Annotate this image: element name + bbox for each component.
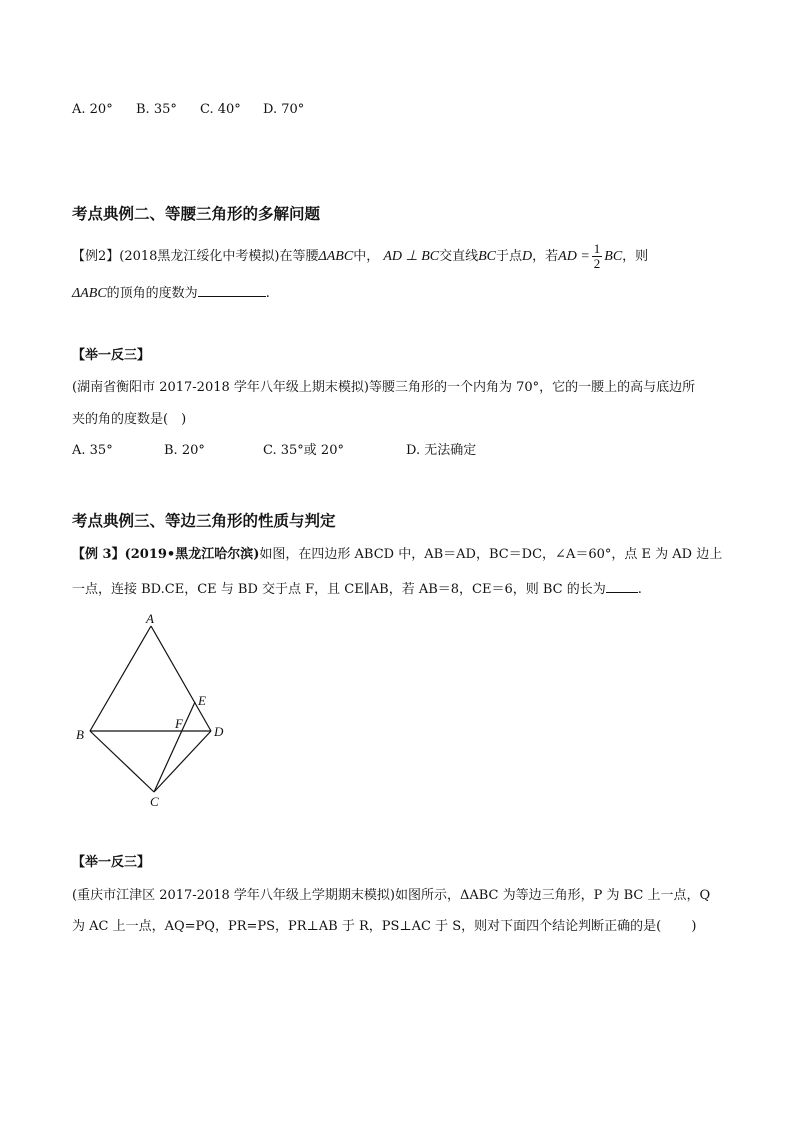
label-b: B (76, 727, 84, 742)
label-a: A (146, 611, 154, 626)
practice1-line2: 夹的角的度数是( ) (72, 412, 187, 427)
example2-text: 的顶角的度数为 (106, 286, 198, 301)
example3-tag: 【例 3】 (72, 547, 125, 562)
option-c: C. 35°或 20° (263, 443, 344, 458)
option-b: B. 35° (136, 102, 177, 117)
example3-line1 (72, 545, 722, 565)
segment-bc: BC (604, 249, 623, 264)
option-b: B. 20° (164, 443, 205, 458)
segment-dc (154, 731, 211, 792)
example2-text: 在等腰 (279, 249, 319, 264)
example2-line1 (72, 242, 648, 271)
example2-text: 中， (353, 249, 380, 264)
answer-blank (198, 283, 266, 297)
segment-bc (90, 731, 154, 792)
option-a: A. 20° (72, 102, 113, 117)
example2-text: ，若 (532, 249, 559, 264)
label-e: E (198, 693, 206, 708)
practice-tag: 【举一反三】 (72, 348, 151, 363)
example2-source: (2018黑龙江绥化中考模拟) (119, 249, 280, 264)
example2-text: 交直线 (439, 249, 479, 264)
quadrilateral-figure (70, 608, 240, 813)
segment-bc: BC (478, 249, 497, 264)
section3-heading: 考点典例三、等边三角形的性质与判定 (72, 511, 336, 530)
triangle-abc: ΔABC (72, 286, 107, 301)
fraction-denominator: 2 (593, 256, 601, 271)
example3-text: . (637, 582, 642, 597)
label-d: D (214, 724, 224, 739)
practice1-line1: (湖南省衡阳市 2017-2018 学年八年级上期末模拟)等腰三角形的一个内角为 70°，它的一腰上的高与底边所 (72, 380, 696, 395)
point-d: D (522, 249, 533, 264)
ad-equals: AD = (558, 249, 590, 264)
segment-ab (90, 626, 151, 731)
example2-line2 (72, 283, 270, 304)
fraction-numerator: 1 (593, 241, 601, 256)
example3-text: 如图，在四边形 ABCD 中，AB＝AD，BC＝DC，∠A＝60°，点 E 为 AD 边上 (259, 547, 723, 562)
practice2-line2: 为 AC 上一点，AQ=PQ，PR=PS，PR⊥AB 于 R，PS⊥AC 于 S，则对下面四个结论判断正确的是( ) (72, 919, 697, 934)
option-d: D. 70° (263, 102, 305, 117)
example3-source: (2019•黑龙江哈尔滨) (124, 547, 260, 562)
example3-text: 一点，连接 BD.CE，CE 与 BD 交于点 F，且 CE∥AB，若 AB＝8，CE＝6，则 BC 的长为 (72, 582, 606, 597)
example3-line2 (72, 579, 642, 600)
option-d: D. 无法确定 (406, 443, 477, 458)
example2-text: ，则 (622, 249, 649, 264)
example2-tag: 【例2】 (72, 249, 120, 264)
label-c: C (150, 794, 159, 809)
answer-blank (606, 579, 638, 593)
fraction-one-half (592, 242, 603, 271)
perp-condition: AD ⊥ BC (383, 249, 440, 264)
practice-tag: 【举一反三】 (72, 855, 151, 870)
label-f: F (175, 716, 183, 731)
practice2-line1: (重庆市江津区 2017-2018 学年八年级上学期期末模拟)如图所示，ΔABC 为等边三角形，P 为 BC 上一点，Q (72, 888, 711, 903)
section2-heading: 考点典例二、等腰三角形的多解问题 (72, 204, 321, 223)
option-c: C. 40° (200, 102, 241, 117)
example2-text: . (265, 286, 270, 301)
option-a: A. 35° (72, 443, 113, 458)
triangle-abc: ΔABC (318, 249, 354, 264)
example2-text: 于点 (496, 249, 523, 264)
